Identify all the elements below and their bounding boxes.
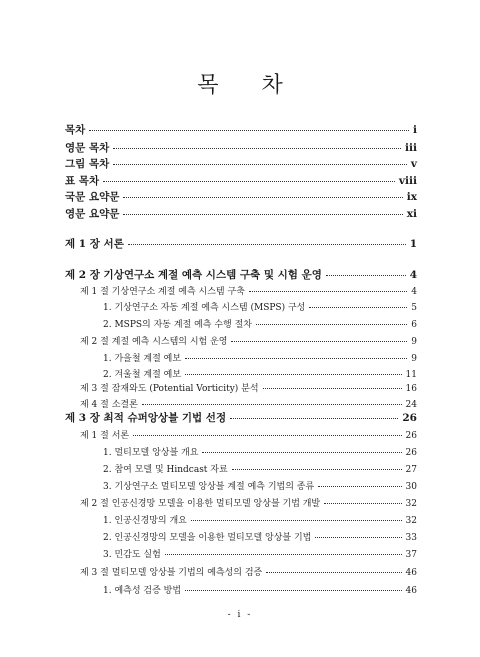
toc-entry-page-number: 4 — [409, 269, 417, 281]
toc-entry[interactable] — [65, 268, 417, 282]
dot-leader — [266, 571, 401, 573]
toc-entry[interactable] — [65, 411, 417, 425]
toc-entry[interactable] — [65, 207, 417, 221]
toc-entry-title: 목차 — [65, 124, 86, 136]
toc-entry[interactable] — [103, 480, 417, 494]
dot-leader — [231, 340, 407, 342]
dot-leader — [191, 519, 402, 521]
toc-entry-title: 1. 가을철 계절 예보 — [103, 354, 182, 364]
toc-entry[interactable] — [80, 285, 417, 299]
toc-entry-page-number: 32 — [405, 499, 417, 509]
dot-leader — [263, 387, 402, 389]
toc-entry[interactable] — [103, 301, 417, 315]
toc-entry[interactable] — [65, 190, 417, 204]
toc-entry-title: 제 3 절 멀티모델 앙상블 기법의 예측성의 검증 — [80, 568, 263, 578]
toc-entry-page-number: 46 — [405, 586, 417, 596]
toc-entry[interactable] — [103, 531, 417, 545]
dot-leader — [256, 323, 407, 325]
toc-entry-title: 3. 민감도 실험 — [103, 550, 161, 560]
page-number-footer: - i - — [227, 610, 253, 620]
toc-entry[interactable] — [65, 174, 417, 188]
dot-leader — [185, 373, 402, 375]
toc-entry-title: 1. 예측성 검증 방법 — [103, 586, 182, 596]
toc-entry-page-number: 9 — [411, 337, 417, 347]
toc-entry[interactable] — [103, 548, 417, 562]
toc-entry-title: 영문 목차 — [65, 142, 110, 154]
toc-entry[interactable] — [80, 335, 417, 349]
toc-entry[interactable] — [65, 123, 417, 137]
toc-entry-page-number: 26 — [405, 448, 417, 458]
toc-entry-page-number: 37 — [405, 550, 417, 560]
toc-entry[interactable] — [103, 446, 417, 460]
dot-leader — [89, 129, 409, 131]
toc-entry-title: 제 2 절 인공신경망 모델을 이용한 멀티모델 앙상블 기법 개발 — [80, 499, 321, 509]
toc-entry-page-number: iii — [405, 142, 417, 154]
toc-entry-title: 1. 인공신경망의 개요 — [103, 516, 187, 526]
dot-leader — [103, 180, 395, 182]
dot-leader — [315, 536, 401, 538]
dot-leader — [326, 274, 406, 276]
toc-entry-page-number: 9 — [411, 354, 417, 364]
dot-leader — [249, 290, 407, 292]
dot-leader — [230, 417, 398, 419]
toc-entry[interactable] — [103, 318, 417, 332]
toc-entry-title: 제 4 절 소결론 — [80, 400, 138, 410]
dot-leader — [165, 553, 402, 555]
dot-leader — [113, 163, 407, 165]
toc-entry-page-number: 27 — [405, 465, 417, 475]
toc-entry-title: 표 목차 — [65, 175, 100, 187]
toc-entry-title: 영문 요약문 — [65, 208, 120, 220]
toc-entry-page-number: ix — [406, 191, 417, 203]
toc-entry-title: 2. 참여 모델 및 Hindcast 자료 — [103, 465, 228, 475]
toc-entry-page-number: xi — [406, 208, 417, 220]
dot-leader — [133, 434, 401, 436]
toc-entry[interactable] — [65, 237, 417, 251]
toc-entry-page-number: 26 — [402, 412, 417, 424]
toc-entry-page-number: i — [413, 124, 417, 136]
dot-leader — [309, 306, 407, 308]
toc-entry[interactable] — [80, 429, 417, 443]
toc-entry[interactable] — [103, 584, 417, 598]
toc-entry-title: 2. 겨울철 계절 예보 — [103, 370, 182, 380]
dot-leader — [123, 196, 402, 198]
toc-entry[interactable] — [65, 141, 417, 155]
dot-leader — [123, 213, 402, 215]
toc-entry-title: 1. 기상연구소 자동 계절 예측 시스템 (MSPS) 구성 — [103, 303, 306, 313]
toc-entry[interactable] — [103, 514, 417, 528]
toc-entry[interactable] — [103, 463, 417, 477]
toc-entry-page-number: 6 — [411, 320, 417, 330]
toc-entry-page-number: v — [410, 158, 417, 170]
dot-leader — [202, 451, 401, 453]
toc-entry-title: 제 3 절 잠재와도 (Potential Vorticity) 분석 — [80, 384, 259, 394]
toc-entry-page-number: 26 — [405, 431, 417, 441]
toc-entry-page-number: 1 — [409, 238, 417, 250]
toc-entry-page-number: 30 — [405, 482, 417, 492]
toc-entry-title: 그림 목차 — [65, 158, 110, 170]
toc-entry-title: 국문 요약문 — [65, 191, 120, 203]
toc-entry[interactable] — [65, 157, 417, 171]
toc-entry-page-number: 32 — [405, 516, 417, 526]
toc-entry-page-number: 5 — [411, 303, 417, 313]
toc-entry-page-number: 24 — [405, 400, 417, 410]
toc-entry-page-number: 46 — [405, 568, 417, 578]
toc-entry[interactable] — [103, 352, 417, 366]
dot-leader — [232, 468, 402, 470]
toc-entry-title: 제 2 장 기상연구소 계절 예측 시스템 구축 및 시험 운영 — [65, 269, 322, 281]
toc-entry-page-number: viii — [398, 175, 417, 187]
page-title: 목 차 — [197, 73, 301, 98]
toc-entry-title: 제 2 절 계절 예측 시스템의 시험 운영 — [80, 337, 228, 347]
toc-entry-title: 2. 인공신경망의 모델을 이용한 멀티모델 앙상블 기법 — [103, 533, 312, 543]
toc-entry-title: 제 1 절 기상연구소 계절 예측 시스템 구축 — [80, 287, 245, 297]
toc-entry-page-number: 4 — [411, 287, 417, 297]
toc-entry-title: 2. MSPS의 자동 계절 예측 수행 절차 — [103, 320, 252, 330]
toc-entry[interactable] — [103, 368, 417, 382]
toc-entry[interactable] — [80, 382, 417, 396]
toc-entry-title: 3. 기상연구소 멀티모델 앙상블 계절 예측 기법의 종류 — [103, 482, 315, 492]
toc-entry-title: 1. 멀티모델 앙상블 개요 — [103, 448, 199, 458]
toc-entry[interactable] — [80, 566, 417, 580]
toc-entry-page-number: 16 — [405, 384, 417, 394]
toc-entry[interactable] — [80, 398, 417, 412]
dot-leader — [185, 357, 407, 359]
dot-leader — [128, 243, 406, 245]
toc-entry-page-number: 33 — [405, 533, 417, 543]
toc-entry-page-number: 11 — [405, 370, 417, 380]
dot-leader — [113, 147, 401, 149]
toc-entry-title: 제 3 장 최적 슈퍼앙상블 기법 선정 — [65, 412, 227, 424]
dot-leader — [142, 403, 402, 405]
dot-leader — [324, 502, 401, 504]
dot-leader — [185, 589, 402, 591]
toc-entry-title: 제 1 절 서론 — [80, 431, 130, 441]
toc-entry-title: 제 1 장 서론 — [65, 238, 124, 250]
dot-leader — [318, 485, 401, 487]
toc-entry[interactable] — [80, 497, 417, 511]
